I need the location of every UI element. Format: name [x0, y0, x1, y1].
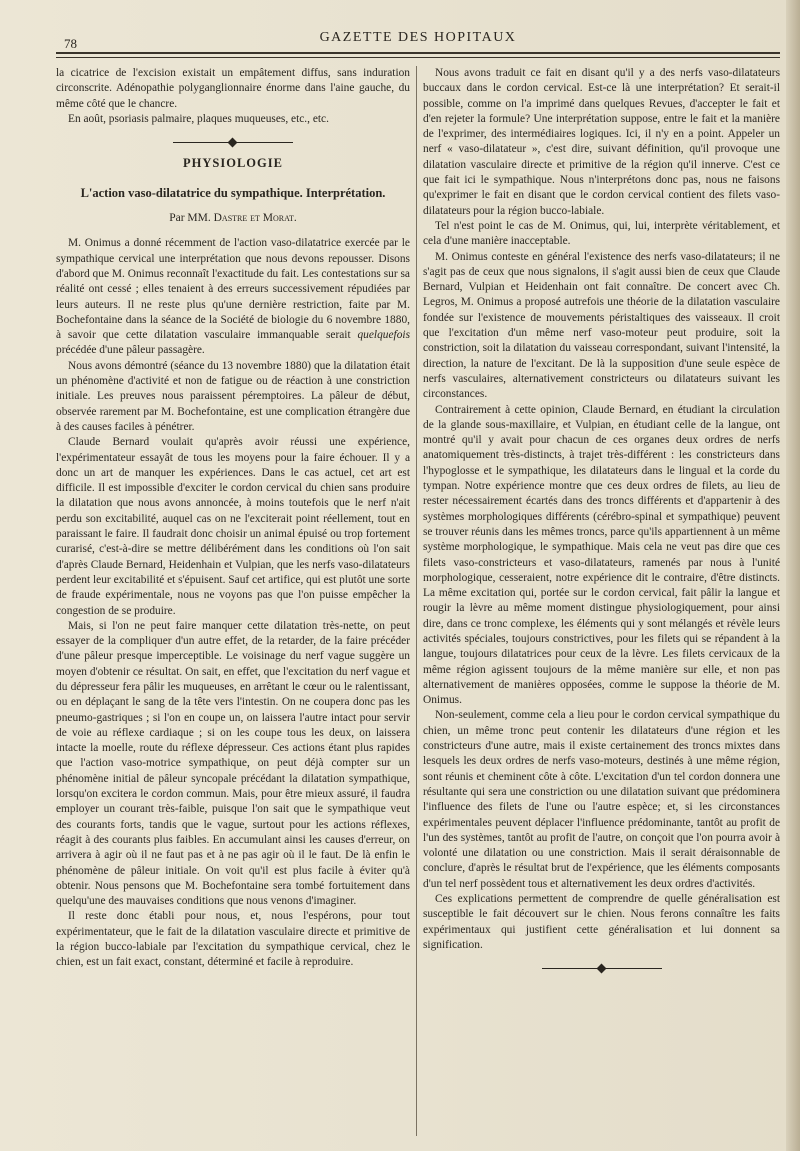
- left-column: [56, 66, 410, 971]
- paragraph: Non-seulement, comme cela a lieu pour le cordon cervical sympathique du chien, un même tronc peut contenir les dilatateurs d'une région et les constricteurs d'une autre, mais il existe certainement des troncs mixtes dans lesquels les deux ordres de nerfs vaso-moteurs, destinés à une même région, sont réunis et cheminent côte à côte. L'excitation d'un tel cordon donnera une résultante qui sera une constriction ou une dilatation suivant que prédominera l'influence des filets de l'une ou l'autre espèce; et, si les circonstances expérimentales peuvent déplacer l'influence prédominante, tantôt au profit de l'un des systèmes, tantôt au profit de l'autre, on conçoit que l'on pourra avoir à volonté une dilatation ou une constriction. Mais il serait déraisonnable de conclure, d'après le résultat brut de l'expérience, que les éléments composants d'un tel nerf possèdent tous et alternativement les deux ordres d'activités.: [423, 709, 780, 890]
- paragraph: En août, psoriasis palmaire, plaques muqueuses, etc., etc.: [68, 112, 329, 125]
- paragraph: la cicatrice de l'excision existait un empâtement diffus, sans induration circonscrite. Adénopathie polyganglionnaire énorme dans l'aine gauche, du même côté que le chancre.: [56, 67, 410, 110]
- paragraph: Claude Bernard voulait qu'après avoir réussi une expérience, l'expérimentateur essayât de tous les moyens pour la faire échouer. Il y a donc un art de manquer les expériences. Dans le cas actuel, cet art est difficile. Il est impossible d'exciter le cordon cervical du chien sans produire la dilatation que nous avons annoncée, à moins toutefois que le nerf n'ait perdu son excitabilité, auquel cas on ne l'exciterait point réellement, tout en paraissant le faire. Il faudrait donc choisir un animal épuisé ou trop fortement curarisé, c'est-à-dire se mettre délibérément dans les conditions où l'on sait d'après Claude Bernard, Heidenhain et Vulpian, que les nerfs vaso-dilatateurs perdent leur excitabilité et s'épuisent. Sauf cet artifice, qui est plutôt une sorte de fraude expérimentale, nous ne voyons pas que l'on puisse empêcher la congestion de se produire.: [56, 436, 410, 617]
- end-ornament: [423, 961, 780, 976]
- header-rule-thick: [56, 52, 780, 54]
- paragraph: Nous avons traduit ce fait en disant qu'il y a des nerfs vaso-dilatateurs buccaux dans le cordon cervical. Est-ce là une interprétation? Et serait-il possible, comme on l'a imprimé dans quelques Revues, d'accepter le fait et d'en rejeter la formule? Une interprétation suppose, entre le fait et la manière de l'exprimer, des intermédiaires logiques. Ici, il n'y en a point. Appeler un nerf « vaso-dilatateur », c'est dire, suivant définition, qu'il provoque une dilatation vasculaire directe et primitive de la région qu'il innerve. C'est ce que fait ici le sympathique. Nous n'interprétons donc pas, nous ne faisons qu'exprimer le fait en disant que le cordon cervical contient des filets vaso-dilatateurs pour la région bucco-labiale.: [423, 67, 780, 217]
- page-header: [56, 24, 780, 54]
- header-rule-thin: [56, 57, 780, 58]
- paragraph: Contrairement à cette opinion, Claude Bernard, en étudiant la circulation de la glande sous-maxillaire, et Vulpian, en étudiant celle de la langue, ont montré qu'il y avait pour chacun de ces organes deux ordres de nerfs anatomiquement très-distincts, à trajet très-différent : les constricteurs dans l'hypoglosse et le sympathique, les dilatateurs dans le lingual et la corde du tympan. Notre expérience montre que ces deux ordres de filets, au lieu de rester nécessairement écartés dans des troncs différents et d'appartenir à des systèmes morphologiques différents (cérébro-spinal et sympathique) peuvent se trouver réunis dans les mêmes troncs, parce qu'ils appartiennent à un même système morphologique, le sympathique. Mais cela ne veut pas dire que ces filets vaso-constricteurs et vaso-dilatateurs, ramenés par nous à l'unité morphologique, cesseraient, notre expérience dit le contraire, d'être distincts. La même excitation qui, portée sur le cordon cervical, fait pâlir la langue et rougir la lèvre au même moment distingue physiologiquement, pour ainsi dire, dans ce tronc complexe, les éléments qui y sont mélangés et révèle leurs activités spéciales, toujours constrictives, pour les filets qui se répandent à la langue, toujours dilatatrices pour ceux de la lèvre. Les filets cervicaux de la même région agissent toujours de la même manière sur elle, et non pas alternativement de manières opposées, comme le suppose la théorie de M. Onimus.: [423, 403, 780, 707]
- section-ornament: [56, 135, 410, 150]
- paragraph: Il reste donc établi pour nous, et, nous l'espérons, pour tout expérimentateur, que le fait de la dilatation vasculaire directe et primitive de la région bucco-labiale par l'excitation du sympathique cervical, chez le chien, est un fait exact, constant, déterminé et facile à reproduire.: [56, 910, 410, 969]
- paragraph: Tel n'est point le cas de M. Onimus, qui, lui, interprète véritablement, et cela d'une manière inacceptable.: [423, 219, 780, 248]
- authors-names: Dastre et Morat.: [213, 212, 297, 225]
- paragraph-text: M. Onimus a donné récemment de l'action vaso-dilatatrice exercée par le sympathique cervical une interprétation que nous devons repousser. Disons d'abord que M. Onimus reconnaît l'exactitude du fait. Les contestations sur sa réalité ont cessé ; elles tenaient à des erreurs successivement répudiées par leurs auteurs. Il ne reste plus qu'une dernière restriction, faite par M. Bochefontaine dans la séance de la Société de biologie du 6 novembre 1880, à savoir que cette dilatation vasculaire immanquable serait: [56, 237, 410, 342]
- article-authors: [56, 211, 410, 226]
- journal-title: GAZETTE DES HOPITAUX: [319, 30, 517, 45]
- paragraph-text: précédée d'une pâleur passagère.: [56, 344, 205, 357]
- column-divider: [416, 66, 417, 1136]
- emphasis-text: quelquefois: [357, 329, 410, 342]
- page-number: 78: [64, 36, 77, 51]
- paragraph: Mais, si l'on ne peut faire manquer cette dilatation très-nette, on peut essayer de la compliquer d'un autre effet, de la retarder, de la faire précéder d'une pâleur presque imperceptible. Le voisinage du nerf vague suggère un moyen d'obtenir ce résultat. On sait, en effet, que l'excitation du nerf vague et du dépresseur fera pâlir les muqueuses, en arrêtant le cœur ou le ralentissant, ou en déplaçant le sang de la tête vers l'intestin. On ne coupera donc pas les pneumo-gastriques ; si l'on en coupe un, on laissera l'autre intact pour servir de voie au réflexe cardiaque ; si on les coupe tous les deux, on laissera intacte la moelle, route du réflexe dépresseur. Ces actions étant plus rapides que l'action vaso-motrice sympathique, on peut déjà compter sur un phénomène initial de pâleur syncopale précédant la dilatation sympathique, lorsqu'on excitera le cordon commun. Mais, pour être mieux assuré, il faudra employer un courant très-faible, puisque l'on sait que le sympathique veut des courants forts, tandis que le vague, surtout pour les actions réflexes, réagit à des courants plus faibles. En accumulant ainsi les causes d'erreur, on arrivera à agir où il ne faut pas et à ne pas agir où il le faut. De là enfin le phénomène de pâleur initiale. On voit qu'il est plus facile à éviter qu'à obtenir. Nous pensons que M. Bochefontaine sera tombé fortuitement dans quelqu'une des mauvaises conditions que nous venons d'imaginer.: [56, 619, 410, 908]
- paragraph: M. Onimus conteste en général l'existence des nerfs vaso-dilatateurs; il ne s'agit pas de ceux que nous signalons, il s'agit aussi bien de ceux que Claude Bernard, Vulpian et Heidenhain ont fait connaître. De concert avec Ch. Legros, M. Onimus a proposé autrefois une théorie de la dilatation vasculaire fondée sur l'existence de mouvements péristaltiques des vaisseaux. Il croit que l'excitation d'un même nerf vaso-moteur peut produire, soit la constriction, soit la dilatation du vaisseau correspondant, suivant l'intensité, la direction, la nature de l'excitant. De là la supposition d'une seule espèce de nerfs vasculaires, alternativement constricteurs ou dilatateurs suivant les circonstances.: [423, 250, 780, 401]
- right-column: [423, 66, 780, 983]
- section-heading: PHYSIOLOGIE: [183, 156, 283, 171]
- article-title: L'action vaso-dilatatrice du sympathique. Interprétation.: [80, 185, 386, 200]
- paragraph: [56, 236, 410, 358]
- paragraph: Nous avons démontré (séance du 13 novembre 1880) que la dilatation était un phénomène d'activité et non de fatigue ou de réaction à une constriction initiale. Les preuves nous paraissent péremptoires. La pâleur de début, observée rarement par M. Bochefontaine, est une complication étrangère due à des causes faciles à pénétrer.: [56, 359, 410, 433]
- authors-prefix: Par MM.: [169, 212, 211, 225]
- paragraph: Ces explications permettent de comprendre de quelle généralisation est susceptible le fait découvert sur le chien. Nous ferons connaître les faits expérimentaux qui justifient cette généralisation et lui donnent sa signification.: [423, 893, 780, 951]
- page-edge-shadow: [786, 0, 800, 1151]
